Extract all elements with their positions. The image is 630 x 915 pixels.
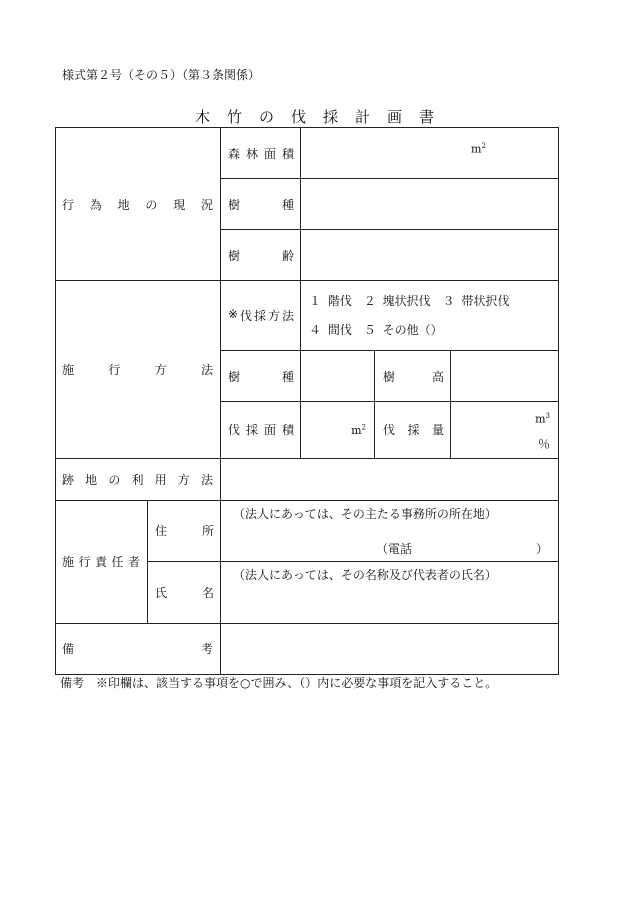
title-char: 伐	[290, 108, 307, 126]
cut-area-label: 伐 採 面 積	[221, 402, 301, 459]
tree-species-label: 樹 種	[221, 179, 301, 230]
method-options-line-2[interactable]: ４ 間伐 ５ その他（）	[309, 322, 443, 337]
application-form-table	[55, 127, 559, 675]
address-note: （法人にあっては、その主たる事務所の所在地）	[233, 506, 497, 521]
cut-volume-label: 伐 採 量	[375, 402, 451, 459]
forest-area-label: 森 林 面 積	[221, 128, 301, 179]
tree-age-label: 樹 齢	[221, 230, 301, 281]
footnote: 備考 ※印欄は、該当する事項を○で囲み、（）内に必要な事項を記入すること。	[60, 676, 498, 690]
tree-height-field[interactable]	[451, 351, 559, 402]
phone-field[interactable]	[233, 522, 558, 557]
name-note: （法人にあっては、その名称及び代表者の氏名）	[233, 567, 497, 582]
tree-age-field[interactable]	[301, 230, 559, 281]
remarks-label: 備 考	[56, 623, 221, 674]
document-title	[0, 106, 630, 127]
title-char: 木	[194, 108, 211, 126]
cut-area-unit: $m^2$	[351, 423, 366, 437]
title-char: 竹	[226, 108, 243, 126]
form-number: 様式第２号（その５）（第３条関係）	[62, 68, 261, 82]
cut-volume-field[interactable]	[451, 402, 559, 459]
remarks-field[interactable]	[221, 623, 559, 674]
volume-unit: $m^3$	[535, 412, 550, 426]
area-unit: $m^2$	[471, 142, 486, 156]
address-label: 住 所	[148, 500, 221, 561]
name-label: 氏 名	[148, 561, 221, 623]
method-options-line-1[interactable]: １ 階伐 ２ 塊状択伐 ３ 帯状択伐	[309, 293, 510, 308]
tree-species-field[interactable]	[301, 179, 559, 230]
cutting-method-label: ※ 伐 採 方 法	[221, 281, 301, 351]
phone-label: （電話	[375, 541, 412, 556]
land-reuse-field[interactable]	[221, 458, 559, 500]
title-char: 書	[419, 108, 436, 126]
name-field[interactable]	[221, 561, 559, 623]
phone-close: ）	[535, 541, 548, 556]
site-condition-label: 行 為 地 の 現 況	[56, 128, 221, 281]
tree-height-label: 樹 高	[375, 351, 451, 402]
cut-species-label: 樹 種	[221, 351, 301, 402]
cut-area-field[interactable]	[301, 402, 375, 459]
title-char: の	[258, 108, 275, 126]
forest-area-field[interactable]	[301, 128, 559, 179]
cut-species-field[interactable]	[301, 351, 375, 402]
method-label: 施 行 方 法	[56, 281, 221, 459]
title-char: 採	[323, 108, 340, 126]
percent-unit: ％	[537, 436, 550, 451]
responsible-person-label: 施 行 責 任 者	[56, 500, 148, 623]
address-field[interactable]	[221, 500, 559, 561]
title-char: 画	[387, 108, 404, 126]
cutting-method-options[interactable]	[301, 281, 559, 351]
title-char: 計	[355, 108, 372, 126]
land-reuse-label: 跡 地 の 利 用 方 法	[56, 458, 221, 500]
